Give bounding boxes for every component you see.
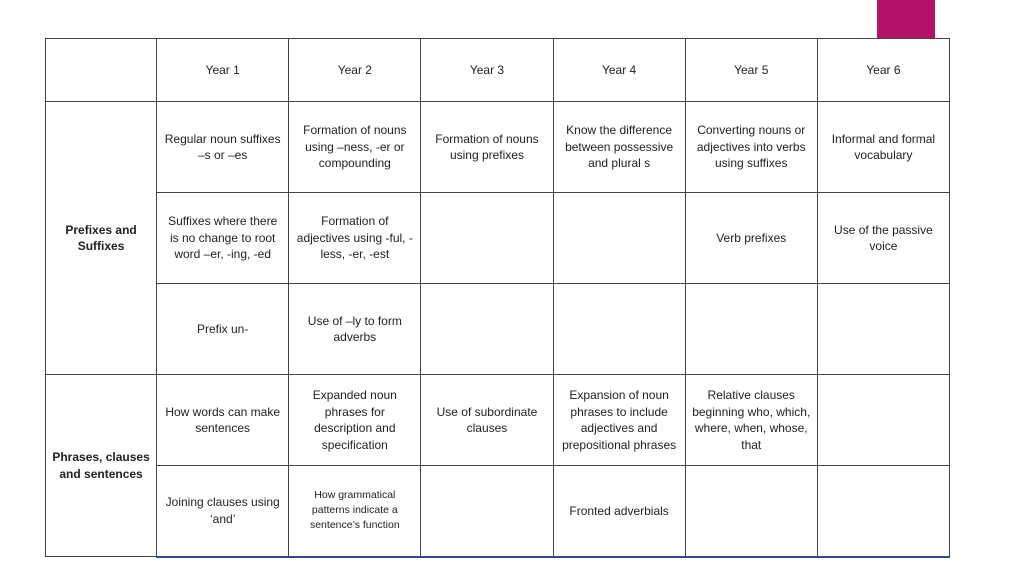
table-cell (553, 193, 685, 284)
header-row (46, 39, 950, 102)
table-cell: Joining clauses using ‘and’ (157, 466, 289, 557)
table-cell: Informal and formal vocabulary (817, 102, 949, 193)
table-cell: Formation of nouns using prefixes (421, 102, 553, 193)
header-year-5: Year 5 (685, 39, 817, 102)
table-cell (817, 284, 949, 375)
table-cell: How words can make sentences (157, 375, 289, 466)
table-cell (685, 466, 817, 557)
table-cell: Converting nouns or adjectives into verbs using suffixes (685, 102, 817, 193)
table-row (46, 284, 950, 375)
table-cell: Fronted adverbials (553, 466, 685, 557)
accent-block (877, 0, 935, 38)
header-year-6: Year 6 (817, 39, 949, 102)
table-row (46, 102, 950, 193)
table-cell: Prefix un- (157, 284, 289, 375)
table-cell: Use of the passive voice (817, 193, 949, 284)
table-cell: Suffixes where there is no change to root word –er, -ing, -ed (157, 193, 289, 284)
table-cell (817, 375, 949, 466)
table-cell: Formation of nouns using –ness, -er or compounding (289, 102, 421, 193)
table-cell: Use of –ly to form adverbs (289, 284, 421, 375)
table-cell (685, 284, 817, 375)
category-phrases-clauses-sentences: Phrases, clauses and sentences (46, 375, 157, 557)
table-cell (817, 466, 949, 557)
table-cell: Expanded noun phrases for description and specification (289, 375, 421, 466)
table-cell: Verb prefixes (685, 193, 817, 284)
header-year-4: Year 4 (553, 39, 685, 102)
table-row (46, 466, 950, 557)
header-year-3: Year 3 (421, 39, 553, 102)
table-cell: Formation of adjectives using -ful, -less, -er, -est (289, 193, 421, 284)
table-cell (421, 466, 553, 557)
table-cell: Use of subordinate clauses (421, 375, 553, 466)
table-row (46, 193, 950, 284)
table-cell: Relative clauses beginning who, which, where, when, whose, that (685, 375, 817, 466)
header-corner (46, 39, 157, 102)
header-year-2: Year 2 (289, 39, 421, 102)
table-cell: Regular noun suffixes –s or –es (157, 102, 289, 193)
table-cell (421, 193, 553, 284)
category-prefixes-suffixes: Prefixes and Suffixes (46, 102, 157, 375)
table-cell: Know the difference between possessive and plural s (553, 102, 685, 193)
table-row (46, 375, 950, 466)
table-cell: How grammatical patterns indicate a sentence’s function (289, 466, 421, 557)
header-year-1: Year 1 (157, 39, 289, 102)
grammar-curriculum-table (45, 38, 950, 558)
table-cell (553, 284, 685, 375)
table-cell: Expansion of noun phrases to include adjectives and prepositional phrases (553, 375, 685, 466)
table-cell (421, 284, 553, 375)
